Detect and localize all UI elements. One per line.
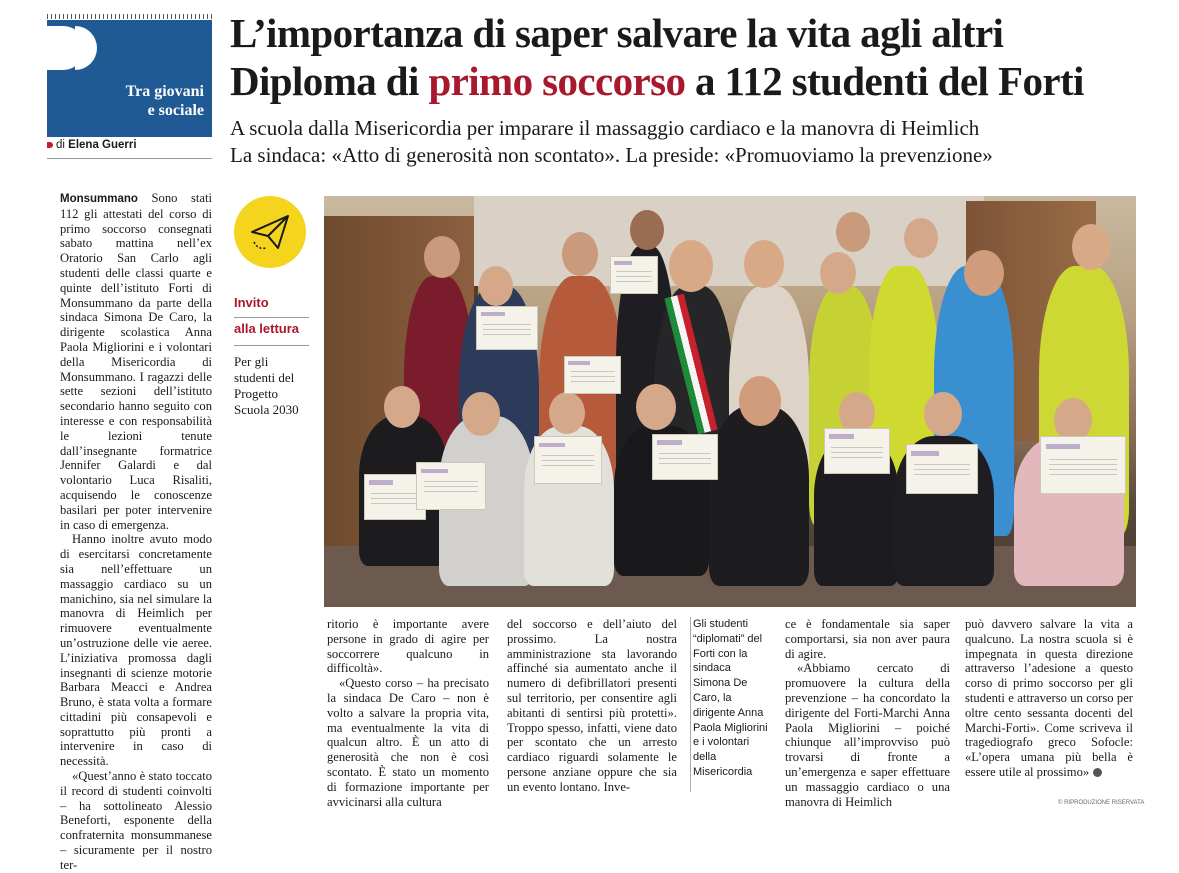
paragraph-text: può davvero salvare la vita a qualcuno. La nostra scuola si è impegnata in questa direzione attraverso l’adesione a questo corso di primo soccorso per gli studenti e attraverso un corso per oltre cento sessanta docenti del Marchi-Forti». Come scriveva il tragediografo greco Sofocle: «L’opera umana più bella è essere utile al prossimo» — [965, 617, 1133, 779]
subhead-line1: A scuola dalla Misericordia per imparare il massaggio cardiaco e la manovra di Heimlich — [230, 116, 980, 140]
article-column-3 — [507, 617, 677, 795]
invite-title-line1: Invito — [234, 295, 269, 310]
photo-person-head — [744, 240, 784, 288]
paper-plane-icon — [248, 210, 292, 254]
invite-divider — [234, 317, 309, 318]
section-name-line1: Tra giovani — [125, 83, 204, 100]
photo-certificate — [564, 356, 621, 394]
photo-person-head — [836, 212, 870, 252]
photo-person-head — [739, 376, 781, 426]
paragraph — [965, 617, 1133, 780]
headline-line2-post: a 112 studenti del Forti — [685, 58, 1084, 104]
paragraph: «Quest’anno è stato toccato il record di studenti coinvolti – ha sottolineato Alessio Beneforti, esponente della confraternita monsummanese – sicuramente per il nostro ter- — [60, 769, 212, 872]
headline-line1: L’importanza di saper salvare la vita agli altri — [230, 10, 1004, 56]
invite-text: Per gli studenti del Progetto Scuola 2030 — [234, 354, 299, 417]
subhead-line2: La sindaca: «Atto di generosità non scontato». La preside: «Promuoviamo la prevenzione» — [230, 143, 993, 167]
paragraph: ritorio è importante avere persone in grado di agire per soccorrere qualcuno in difficoltà». — [327, 617, 489, 676]
photo-certificate — [476, 306, 538, 350]
photo-person-head — [562, 232, 598, 276]
photo-person-head — [549, 392, 585, 434]
paragraph: «Abbiamo cercato di promuovere la cultura della prevenzione – ha concordato la dirigente del Forti-Marchi Anna Paola Migliorini – poiché chiunque all’improvviso può trovarsi di fronte a un’emergenza e saper effettuare un massaggio cardiaco o una manovra di Heimlich — [785, 661, 950, 809]
headline-line2 — [230, 58, 1170, 104]
photo-person-head — [462, 392, 500, 436]
photo-person-head — [636, 384, 676, 430]
photo-person-head — [424, 236, 460, 278]
photo-certificate — [1040, 436, 1126, 494]
byline-divider — [47, 158, 212, 159]
article-column-4 — [785, 617, 950, 809]
photo-certificate — [906, 444, 978, 494]
invite-title-line2: alla lettura — [234, 321, 300, 336]
invite-title — [234, 290, 309, 342]
photo-person-head — [904, 218, 938, 258]
paragraph: ce è fondamentale sia saper comportarsi, sia non aver paura di agire. — [785, 617, 950, 661]
photo-caption: Gli studenti “diplomati” del Forti con la sindaca Simona De Caro, la dirigente Anna Paola Migliorini e i volontari della Misericordia — [693, 618, 768, 778]
headline-line2-pre: Diploma di — [230, 58, 429, 104]
article-photo — [324, 196, 1136, 607]
copyright-notice: © RIPRODUZIONE RISERVATA — [1058, 800, 1145, 806]
photo-person-head — [964, 250, 1004, 296]
photo-person-head — [479, 266, 513, 306]
photo-person — [709, 406, 809, 586]
photo-certificate — [534, 436, 602, 484]
paragraph: Hanno inoltre avuto modo di esercitarsi concretamente sia nell’effettuare un massaggio cardiaco su un manichino, sia nel simulare la manovra di Heimlich per rimuovere eventualmente un’ostruzione delle vie aeree. L’iniziativa promossa dagli insegnanti di scienze motorie Barbara Meacci e Andrea Bruno, è stata volta a formare cittadini più consapevoli e soprattutto più pronti a intervenire in caso di necessità. — [60, 532, 212, 769]
photo-person-head — [384, 386, 420, 428]
dateline: Monsummano — [60, 193, 138, 205]
photo-person-head — [924, 392, 962, 436]
article-column-1 — [60, 191, 212, 873]
article-column-5 — [965, 617, 1133, 780]
paragraph: del soccorso e dell’aiuto del prossimo. La nostra amministrazione sta lavorando affinché sia aumentato anche il numero di defibrillatori presenti sul territorio, per consentire agli abitanti di sentirsi più protetti». Troppo spesso, infatti, viene dato per scontato che un arresto cardiaco riguardi solamente le persone anziane oppure che sia un evento lontano. Inve- — [507, 617, 677, 794]
photo-person-head — [820, 252, 856, 294]
photo-certificate — [824, 428, 890, 474]
end-of-article-icon — [1093, 768, 1102, 777]
paragraph-text: Sono stati 112 gli attestati del corso di primo soccorso consegnati sabato mattina nell’ex Oratorio San Carlo agli studenti delle classi quarte e quinte dell’istituto Forti di Monsummano da parte della sindaca Simona De Caro, la dirigente scolastica Anna Paola Migliorini e i volontari della Misericordia di Monsummano. I ragazzi delle sette sezioni dell’istituto secondario hanno seguito con interesse e con responsabilità le lezioni tenute dall’insegnante formatrice Jennifer Galardi e dal volontario Luca Risaliti, acquisendo le conoscenze basilari per poter intervenire in caso di emergenza. — [60, 191, 212, 532]
byline-bullet-icon — [47, 142, 53, 148]
paragraph: «Questo corso – ha precisato la sindaca De Caro – non è volto a salvare la propria vita, ma eventualmente la vita di qualcun altro. È un atto di generosità che non è così scontato. È stato un momento di formazione importante per avvicinarsi alla cultura — [327, 676, 489, 809]
photo-person-head — [669, 240, 713, 292]
article-column-2 — [327, 617, 489, 809]
section-ruler — [47, 14, 212, 19]
photo-person-head — [630, 210, 664, 250]
photo-certificate — [416, 462, 486, 510]
section-name-line2: e sociale — [147, 102, 204, 119]
photo-certificate — [610, 256, 658, 294]
paragraph — [60, 191, 212, 532]
invite-badge — [234, 196, 306, 268]
photo-person-head — [1072, 224, 1110, 270]
byline-author: Elena Guerri — [68, 139, 137, 151]
section-badge — [47, 20, 212, 137]
headline-highlight: primo soccorso — [428, 58, 686, 104]
byline-prefix: di — [56, 139, 65, 151]
byline — [47, 139, 212, 151]
invite-divider — [234, 345, 309, 346]
logo-mark-secondary — [75, 26, 97, 70]
caption-divider — [690, 617, 691, 792]
section-name — [94, 82, 204, 120]
photo-certificate — [652, 434, 718, 480]
